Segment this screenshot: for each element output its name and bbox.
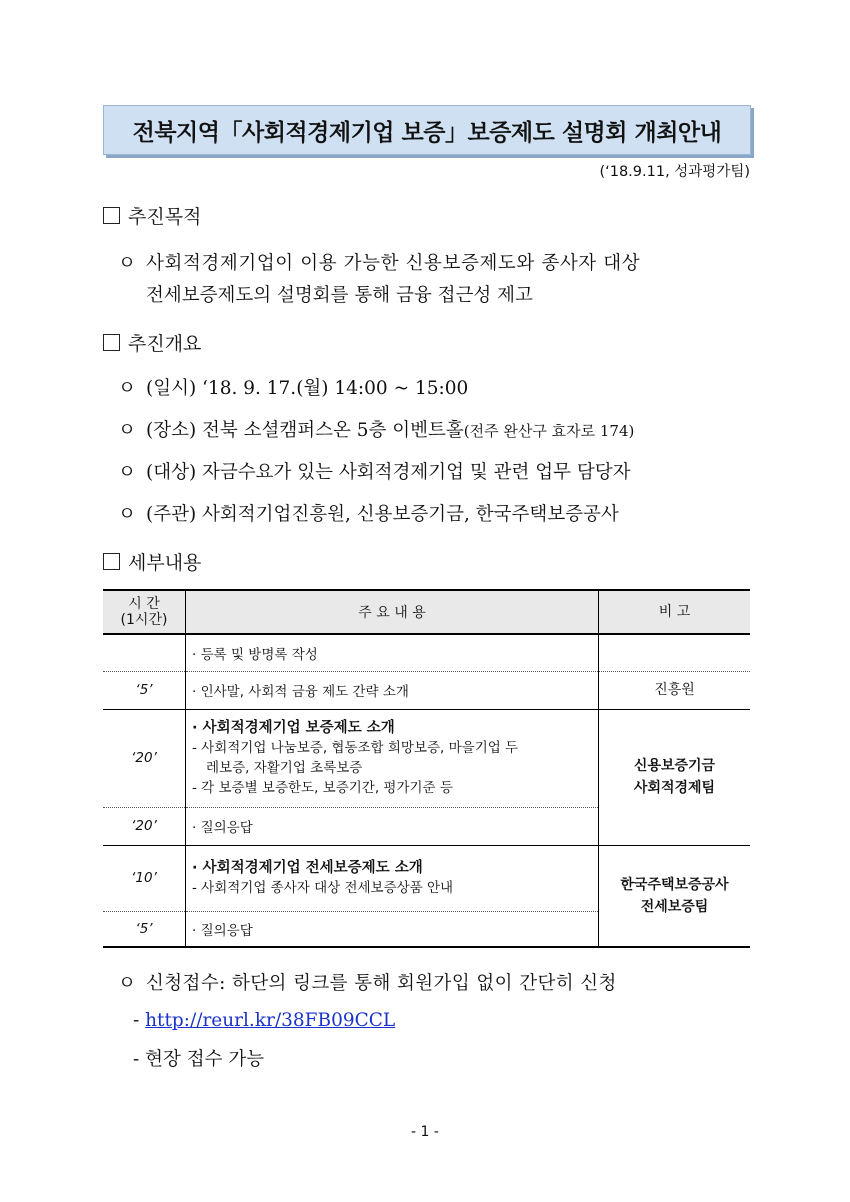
square-bullet-icon (103, 553, 120, 570)
circle-bullet-icon: ㅇ (118, 253, 136, 274)
overview-item-target (118, 457, 631, 489)
overview-item-text: (일시) ‘18. 9. 17.(월) 14:00 ~ 15:00 (146, 378, 469, 399)
row-time: ‘10’ (103, 845, 186, 911)
section-details-title: 세부내용 (128, 552, 202, 574)
row-content: · 등록 및 방명록 작성 (186, 634, 599, 671)
section-overview-heading (103, 329, 201, 356)
row-content (186, 845, 599, 911)
header-time: 시 간 (1시간) (103, 590, 186, 634)
apply-link-line (133, 1010, 395, 1031)
square-bullet-icon (103, 334, 120, 351)
section-details-heading (103, 548, 201, 575)
link-dash: - (133, 1010, 146, 1031)
row-content: · 질의응답 (186, 911, 599, 947)
section-overview-title: 추진개요 (128, 333, 202, 355)
table-row (103, 845, 750, 911)
row-content-sub: - 각 보증별 보증한도, 보증기간, 평가기준 등 (192, 780, 453, 796)
row-content: · 인사말, 사회적 금융 제도 간략 소개 (186, 671, 599, 709)
registration-link[interactable]: http://reurl.kr/38FB09CCL (145, 1010, 396, 1031)
onsite-registration-note: - 현장 접수 가능 (133, 1049, 265, 1070)
row-note: 진흥원 (599, 671, 751, 709)
row-content (186, 709, 599, 807)
schedule-table (103, 589, 750, 948)
row-time: ‘5’ (103, 671, 186, 709)
row-note (599, 634, 751, 671)
table-row (103, 634, 750, 671)
overview-item-date (118, 373, 468, 405)
row-time: ‘20’ (103, 807, 186, 845)
purpose-line-2: 전세보증제도의 설명회를 통해 금융 접근성 제고 (146, 285, 533, 306)
row-time (103, 634, 186, 671)
section-purpose-title: 추진목적 (128, 206, 202, 228)
row-content: · 질의응답 (186, 807, 599, 845)
apply-text: 신청접수: 하단의 링크를 통해 회원가입 없이 간단히 신청 (146, 973, 617, 994)
circle-bullet-icon: ㅇ (118, 973, 136, 994)
row-content-title: · 사회적경제기업 전세보증제도 소개 (192, 860, 423, 876)
overview-item-host (118, 499, 619, 531)
row-time: ‘5’ (103, 911, 186, 947)
overview-item-address: (전주 완산구 효자로 174) (463, 422, 635, 440)
circle-bullet-icon: ㅇ (118, 504, 136, 525)
overview-item-place (118, 415, 634, 447)
overview-item-text: (장소) 전북 소셜캠퍼스온 5층 이벤트홀 (146, 420, 464, 441)
table-row (103, 671, 750, 709)
header-note: 비 고 (599, 590, 751, 634)
page-title: 전북지역「사회적경제기업 보증」보증제도 설명회 개최안내 (132, 119, 722, 146)
row-content-sub: 레보증, 자활기업 초록보증 (206, 760, 363, 776)
apply-bullet (118, 968, 617, 1000)
table-row (103, 709, 750, 807)
purpose-line-1: 사회적경제기업이 이용 가능한 신용보증제도와 종사자 대상 (146, 253, 641, 274)
table-header-row (103, 590, 750, 634)
square-bullet-icon (103, 207, 120, 224)
overview-item-text: (대상) 자금수요가 있는 사회적경제기업 및 관련 업무 담당자 (146, 462, 631, 483)
date-team-label: (‘18.9.11, 성과평가팀) (599, 164, 750, 180)
overview-item-text: (주관) 사회적기업진흥원, 신용보증기금, 한국주택보증공사 (146, 504, 619, 525)
row-time: ‘20’ (103, 709, 186, 807)
circle-bullet-icon: ㅇ (118, 462, 136, 483)
row-content-sub: - 사회적기업 종사자 대상 전세보증상품 안내 (192, 880, 454, 896)
circle-bullet-icon: ㅇ (118, 420, 136, 441)
page-number: - 1 - (411, 1124, 439, 1140)
section-purpose-heading (103, 202, 201, 229)
row-note: 신용보증기금 사회적경제팀 (599, 709, 751, 845)
row-content-title: · 사회적경제기업 보증제도 소개 (192, 720, 395, 736)
title-banner (103, 105, 751, 155)
header-content: 주 요 내 용 (186, 590, 599, 634)
row-content-sub: - 사회적기업 나눔보증, 협동조합 희망보증, 마을기업 두 (192, 740, 519, 756)
purpose-bullet (118, 248, 746, 312)
circle-bullet-icon: ㅇ (118, 378, 136, 399)
row-note: 한국주택보증공사 전세보증팀 (599, 845, 751, 947)
